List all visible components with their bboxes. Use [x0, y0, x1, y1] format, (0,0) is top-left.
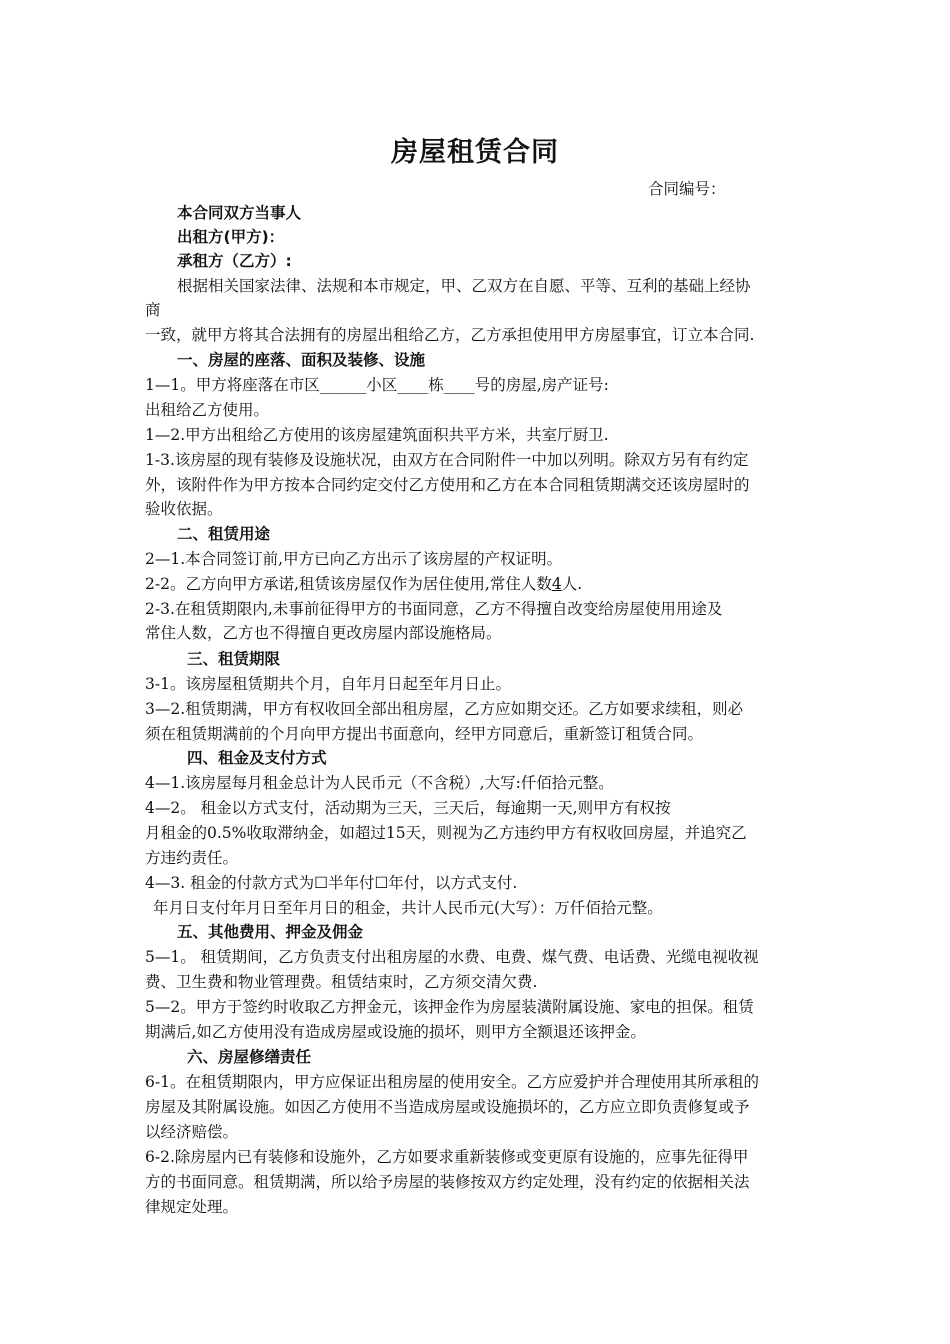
section-heading: 四、租金及支付方式 [187, 749, 327, 767]
clause-line: 2-3.在租赁期限内,未事前征得甲方的书面同意，乙方不得擅自改变给房屋使用用途及 [145, 600, 723, 618]
clause-line: 5—1。 租赁期间，乙方负责支付出租房屋的水费、电费、煤气费、电话费、光缆电视收视 [145, 948, 759, 966]
clause-line: 期满后,如乙方使用没有造成房屋或设施的损坏，则甲方全额退还该押金。 [145, 1023, 646, 1041]
clause-line: 3—2.租赁期满，甲方有权收回全部出租房屋，乙方应如期交还。乙方如要求续租，则必 [145, 700, 744, 718]
resident-count: 4 [551, 575, 562, 593]
clause-line: 1—1。甲方将座落在市区______小区____栋____号的房屋,房产证号: [145, 376, 609, 394]
clause-line: 1-3.该房屋的现有装修及设施状况，由双方在合同附件一中加以列明。除双方另有有约定 [145, 451, 749, 469]
document-title: 房屋租赁合同 [391, 137, 559, 168]
clause-line: 房屋及其附属设施。如因乙方使用不当造成房屋或设施损坏的，乙方应立即负责修复或予 [145, 1098, 750, 1116]
clause-line [145, 572, 809, 596]
clause-line: 5—2。甲方于签约时收取乙方押金元，该押金作为房屋装潢附属设施、家电的担保。租赁 [145, 998, 754, 1016]
clause-line: 4—3. 租金的付款方式为☐半年付☐年付，以方式支付. [145, 874, 518, 892]
clause-line: 方违约责任。 [145, 849, 239, 867]
clause-line: 3-1。该房屋租赁期共个月，自年月日起至年月日止。 [145, 675, 511, 693]
clause-line: 出租给乙方使用。 [145, 401, 270, 419]
section-heading: 一、房屋的座落、面积及装修、设施 [177, 351, 426, 369]
preamble-line: 一致，就甲方将其合法拥有的房屋出租给乙方，乙方承担使用甲方房屋事宜，订立本合同. [145, 326, 755, 344]
parties-intro: 本合同双方当事人 [177, 204, 302, 222]
clause-line: 常住人数，乙方也不得擅自更改房屋内部设施格局。 [145, 624, 502, 642]
section-heading: 三、租赁期限 [187, 650, 281, 668]
contract-number-label: 合同编号： [648, 180, 726, 198]
section-heading: 二、租赁用途 [177, 525, 271, 543]
clause-line: 以经济赔偿。 [145, 1123, 239, 1141]
lessee-label: 承租方（乙方）: [177, 252, 292, 270]
section-heading: 六、房屋修缮责任 [187, 1048, 312, 1066]
clause-line: 费、卫生费和物业管理费。租赁结束时，乙方须交清欠费. [145, 973, 538, 991]
clause-line: 律规定处理。 [145, 1198, 239, 1216]
clause-line: 6-1。在租赁期限内，甲方应保证出租房屋的使用安全。乙方应爱护并合理使用其所承租的 [145, 1073, 759, 1091]
clause-text: 2-2。乙方向甲方承诺,租赁该房屋仅作为居住使用,常住人数 [145, 575, 552, 593]
clause-line: 年月日支付年月日至年月日的租金，共计人民币元(大写）：万仟佰拾元整。 [153, 899, 663, 917]
clause-line: 外，该附件作为甲方按本合同约定交付乙方使用和乙方在本合同租赁期满交还该房屋时的 [145, 476, 750, 494]
clause-line: 1—2.甲方出租给乙方使用的该房屋建筑面积共平方米，共室厅厨卫. [145, 426, 609, 444]
clause-line: 月租金的0.5%收取滞纳金，如超过15天，则视为乙方违约甲方有权收回房屋，并追究乙 [145, 824, 747, 842]
clause-line: 6-2.除房屋内已有装修和设施外，乙方如要求重新装修或变更原有设施的，应事先征得甲 [145, 1148, 749, 1166]
clause-line: 须在租赁期满前的个月向甲方提出书面意向，经甲方同意后，重新签订租赁合同。 [145, 725, 704, 743]
clause-line: 4—1.该房屋每月租金总计为人民币元（不含税）,大写:仟佰拾元整。 [145, 774, 614, 792]
clause-line: 验收依据。 [145, 500, 223, 518]
lessor-label: 出租方(甲方)： [177, 228, 285, 246]
clause-line: 方的书面同意。租赁期满，所以给予房屋的装修按双方约定处理，没有约定的依据相关法 [145, 1173, 750, 1191]
clause-line: 2—1.本合同签订前,甲方已向乙方出示了该房屋的产权证明。 [145, 550, 563, 568]
clause-line: 4—2。 租金以方式支付，活动期为三天，三天后，每逾期一天,则甲方有权按 [145, 799, 671, 817]
preamble-line: 根据相关国家法律、法规和本市规定，甲、乙双方在自愿、平等、互利的基础上经协 [177, 277, 751, 295]
section-heading: 五、其他费用、押金及佣金 [177, 923, 364, 941]
preamble-line: 商 [145, 301, 161, 319]
clause-text: 人. [561, 575, 583, 593]
